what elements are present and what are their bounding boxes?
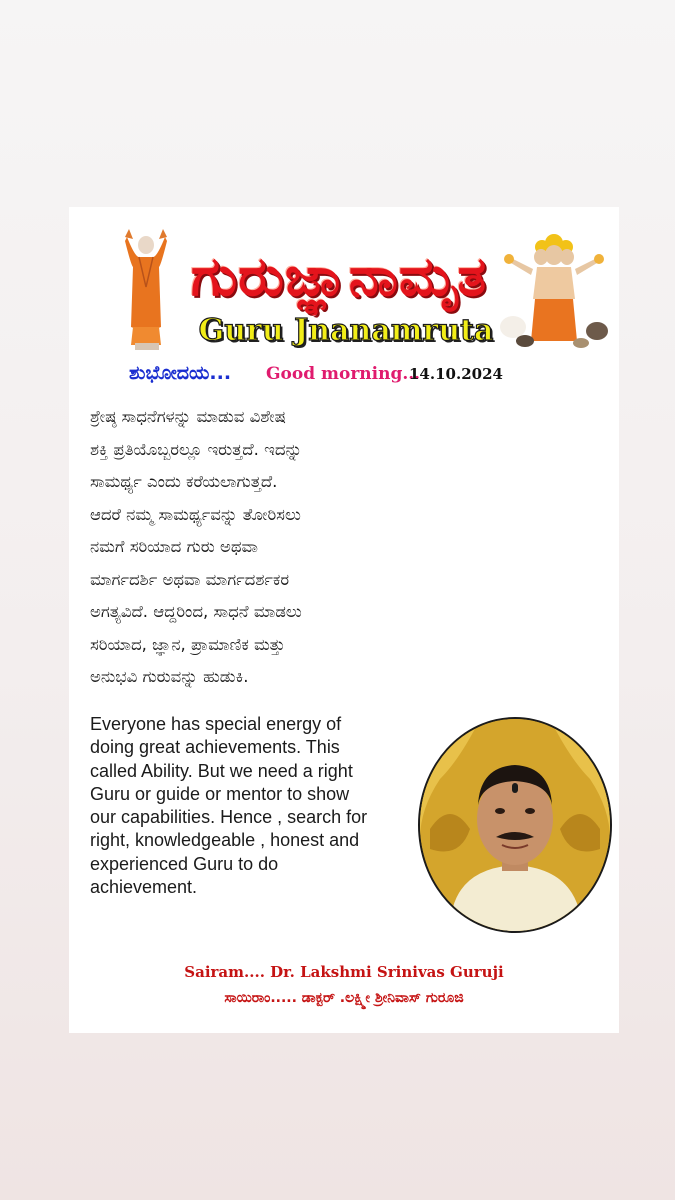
- english-line: achievement.: [90, 877, 198, 898]
- guruji-portrait: [418, 717, 612, 933]
- english-line: Guru or guide or mentor to show: [90, 783, 350, 804]
- english-message: [90, 713, 405, 899]
- signature-english: Sairam.... Dr. Lakshmi Srinivas Guruji: [184, 963, 504, 981]
- greeting-row: [129, 362, 599, 392]
- kannada-message: [90, 401, 402, 694]
- english-line: called Ability. But we need a right: [90, 760, 353, 781]
- saint-figure-image: [115, 227, 177, 352]
- kannada-line: ಸರಿಯಾದ, ಜ್ಞಾನ, ಪ್ರಾಮಾಣಿಕ ಮತ್ತು: [90, 634, 286, 654]
- english-line: experienced Guru to do: [90, 853, 279, 874]
- logo-english: Guru Jnanamruta: [198, 313, 494, 348]
- english-line: Everyone has special energy of: [90, 714, 342, 734]
- message-card: [69, 207, 619, 1033]
- kannada-line: ನಮಗೆ ಸರಿಯಾದ ಗುರು ಅಥವಾ: [90, 537, 258, 556]
- signature-kannada: ಸಾಯಿರಾಂ..... ಡಾಕ್ಟರ್ .ಲಕ್ಷ್ಮೀ ಶ್ರೀನಿವಾಸ್ ಗುರೂಜಿ: [224, 990, 464, 1006]
- kannada-line: ಶ್ರೇಷ್ಠ ಸಾಧನೆಗಳನ್ನು ಮಾಡುವ ವಿಶೇಷ: [90, 407, 286, 426]
- kannada-line: ಅನುಭವಿ ಗುರುವನ್ನು ಹುಡುಕಿ.: [90, 667, 249, 686]
- greeting-english: Good morning...: [266, 364, 421, 384]
- kannada-line: ಸಾಮರ್ಥ್ಯ ಎಂದು ಕರೆಯಲಾಗುತ್ತದೆ.: [90, 472, 278, 491]
- kannada-line: ಆದರೆ ನಮ್ಮ ಸಾಮರ್ಥ್ಯವನ್ನು ತೋರಿಸಲು: [90, 504, 301, 524]
- english-line: right, knowledgeable , honest and: [90, 830, 360, 851]
- message-date: 14.10.2024: [409, 365, 503, 383]
- kannada-line: ಅಗತ್ಯವಿದೆ. ಆದ್ದರಿಂದ, ಸಾಧನೆ ಮಾಡಲು: [90, 602, 302, 621]
- english-line: doing great achievements. This: [90, 737, 340, 758]
- greeting-kannada: ಶುಭೋದಯ...: [129, 362, 232, 384]
- kannada-line: ಶಕ್ತಿ ಪ್ರತಿಯೊಬ್ಬರಲ್ಲೂ ಇರುತ್ತದೆ. ಇದನ್ನು: [90, 439, 303, 459]
- logo-kannada: ಗುರುಜ್ಞಾನಾಮೃತ: [190, 245, 488, 308]
- portrait-illustration: [420, 719, 610, 931]
- english-line: our capabilities. Hence , search for: [90, 807, 368, 828]
- kannada-line: ಮಾರ್ಗದರ್ಶಿ ಅಥವಾ ಮಾರ್ಗದರ್ಶಕರ: [90, 569, 290, 589]
- deity-figure-image: [499, 229, 609, 351]
